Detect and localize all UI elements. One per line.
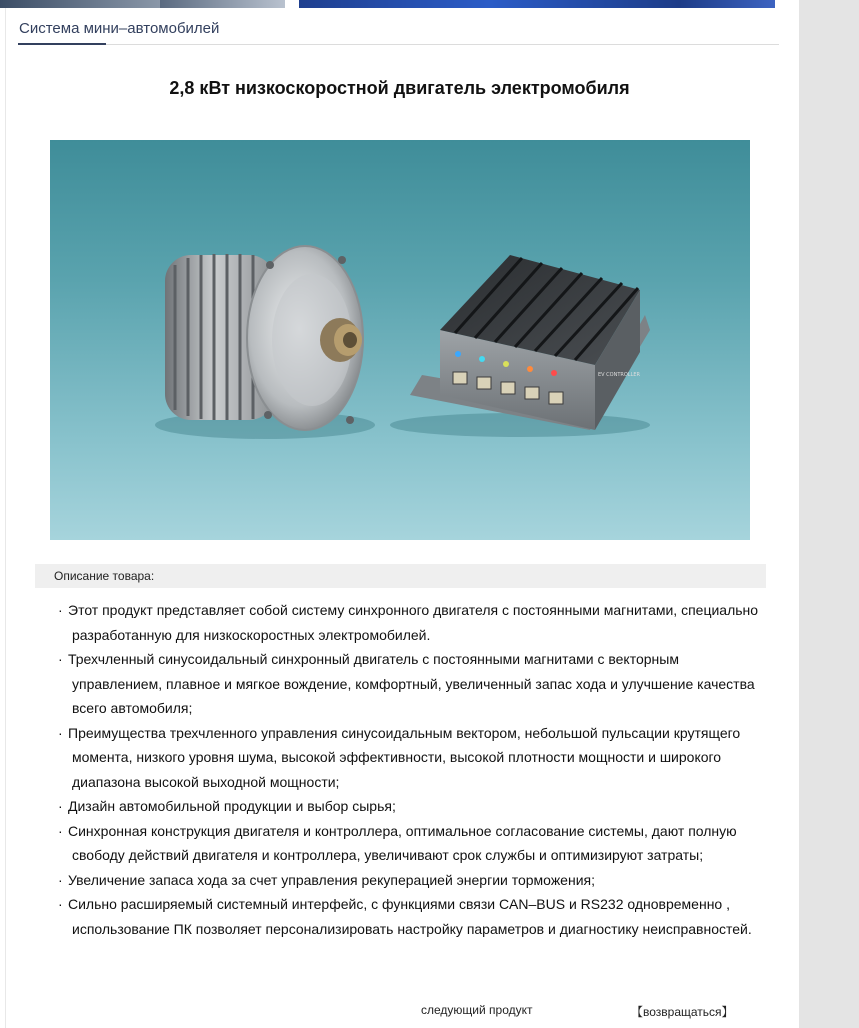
back-link[interactable]: 【возвращаться】 bbox=[631, 1005, 734, 1019]
feature-item bbox=[48, 868, 768, 893]
feature-item bbox=[48, 598, 768, 647]
controller bbox=[410, 255, 650, 430]
banner-segment bbox=[0, 0, 160, 8]
category-title: Система мини–автомобилей bbox=[19, 20, 220, 37]
bullet-dot: · bbox=[58, 871, 63, 888]
motor-controller-illustration bbox=[50, 140, 750, 540]
bullet-dot: · bbox=[58, 896, 63, 912]
product-title: 2,8 кВт низкоскоростной двигатель электромобиля bbox=[169, 78, 630, 98]
feature-text: Трехчленный синусоидальный синхронный двигатель с постоянными магнитами с векторным управлением, плавное и мягкое вождение, комфортный, увеличенный запас хода и улучшение качества всего автомобиля; bbox=[68, 651, 755, 716]
feature-text: Этот продукт представляет собой систему синхронного двигателя с постоянными магнитами, специально разработанную для низкоскоростных электромобилей. bbox=[68, 602, 759, 643]
feature-item bbox=[48, 721, 768, 795]
banner-segment bbox=[160, 0, 285, 8]
feature-text: Сильно расширяемый системный интерфейс, с функциями связи CAN–BUS и RS232 одновременно , использование ПК позволяет персонализировать настройку параметров и диагностику неисправностей. bbox=[68, 896, 752, 937]
feature-text: Увеличение запаса хода за счет управления рекуперацией энергии торможения; bbox=[68, 871, 595, 888]
motor bbox=[165, 246, 363, 430]
description-header bbox=[35, 564, 766, 588]
category-divider bbox=[18, 44, 779, 45]
feature-item bbox=[48, 892, 768, 941]
bullet-dot: · bbox=[58, 724, 63, 741]
bullet-dot: · bbox=[58, 798, 63, 814]
next-product-link[interactable]: следующий продукт bbox=[421, 1003, 533, 1017]
bullet-dot: · bbox=[58, 602, 63, 618]
content-border bbox=[5, 0, 6, 1028]
feature-item bbox=[48, 794, 768, 819]
page-side-gutter bbox=[799, 0, 859, 1028]
feature-item bbox=[48, 647, 768, 721]
feature-item bbox=[48, 819, 768, 868]
top-banner bbox=[0, 0, 775, 8]
controller-panel-label: EV CONTROLLER bbox=[598, 372, 641, 378]
feature-list bbox=[48, 598, 768, 941]
bullet-dot: · bbox=[58, 651, 63, 667]
description-label: Описание товара: bbox=[54, 569, 155, 583]
banner-segment bbox=[299, 0, 775, 8]
bullet-dot: · bbox=[58, 822, 63, 839]
product-image bbox=[50, 140, 750, 540]
banner-gap bbox=[285, 0, 299, 8]
feature-text: Преимущества трехчленного управления синусоидальным вектором, небольшой пульсации крутящего момента, низкого уровня шума, высокой эффективности, высокой плотности мощности и широкого диапазона высокой выходной мощности; bbox=[68, 724, 741, 790]
category-tab-underline bbox=[18, 43, 106, 45]
feature-text: Дизайн автомобильной продукции и выбор сырья; bbox=[68, 798, 396, 814]
feature-text: Синхронная конструкция двигателя и контроллера, оптимальное согласование системы, дают полную свободу действий двигателя и контроллера, увеличивают срок службы и оптимизируют затраты; bbox=[68, 822, 737, 863]
